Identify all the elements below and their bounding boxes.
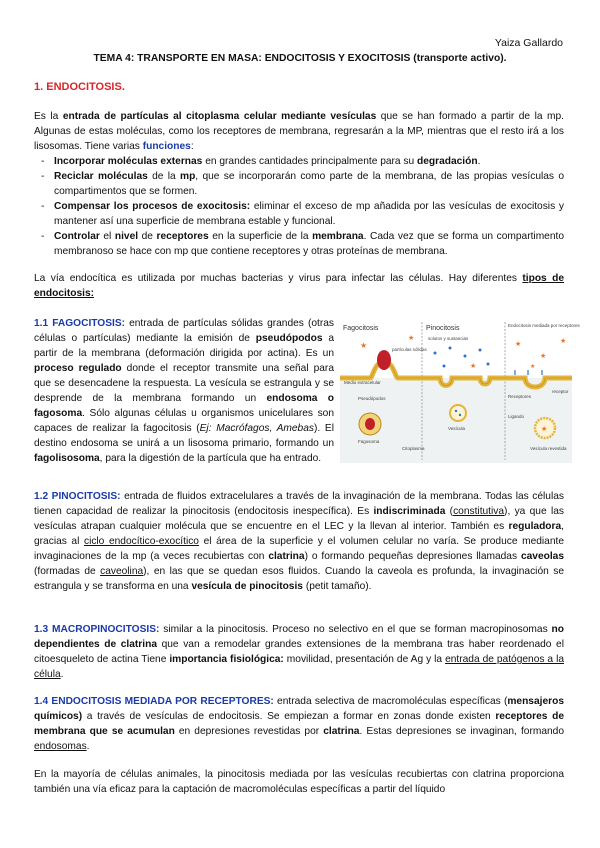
label-citoplasma: Citoplasma — [402, 446, 425, 451]
list-item: - Controlar el nivel de receptores en la superficie de la membrana. Cada vez que se forma un compartimento membranoso se hace con mp que contiene receptores y otras proteínas de membrana. — [34, 229, 564, 259]
solute-dot — [455, 410, 457, 412]
label-fagocitosis: Fagocitosis — [343, 325, 379, 332]
solute-dot — [434, 352, 437, 355]
document-title: TEMA 4: TRANSPORTE EN MASA: ENDOCITOSIS Y EXOCITOSIS (transporte activo). — [93, 53, 507, 64]
star-icon: ★ — [540, 353, 547, 360]
star-icon: ★ — [360, 341, 368, 350]
label-revestida: Vesícula revestida — [530, 446, 567, 451]
mediada-paragraph: 1.4 ENDOCITOSIS MEDIADA POR RECEPTORES: entrada selectiva de macromoléculas específicas (mensajeros químicos) a través de vesículas de endocitosis. Se empiezan a formar en zonas donde existen receptores de membrana que se acumulan en depresiones revestidas por clatrina. Estas depresiones se invaginan, formando endosomas. — [34, 696, 564, 752]
star-icon: ★ — [560, 338, 567, 345]
author-name: Yaiza Gallardo — [494, 37, 563, 49]
label-receptores: Receptores — [508, 394, 532, 399]
solute-dot — [479, 349, 482, 352]
label-mediada: Endocitosis mediada por receptores — [508, 323, 580, 328]
endocytosis-figure — [340, 318, 580, 463]
endocitosis-types-intro: La vía endocítica es utilizada por muchas bacterias y virus para infectar las células. Hay diferentes tipos de endocitosis: — [34, 273, 564, 299]
solute-dot — [459, 414, 461, 416]
endocytosis-diagram — [340, 318, 580, 463]
fagocitosis-heading: 1.1 FAGOCITOSIS: — [34, 318, 126, 329]
solute-dot — [443, 365, 446, 368]
pinocytic-vesicle — [450, 405, 466, 421]
macropinocitosis-heading: 1.3 MACROPINOCITOSIS: — [34, 624, 160, 635]
mediada-heading: 1.4 ENDOCITOSIS MEDIADA POR RECEPTORES: — [34, 696, 274, 707]
macropinocitosis-paragraph: 1.3 MACROPINOCITOSIS: similar a la pinocitosis. Proceso no selectivo en el que se forman macropinosomas no dependientes de clatrina que van a remodelar grandes extensiones de la membrana tras haber reordenado el citoesqueleto de actina Tiene importancia fisiológica: movilidad, presentación de Ag y la entrada de patógenos a la célula. — [34, 624, 564, 680]
label-pinocitosis: Pinocitosis — [426, 325, 460, 332]
fagocitosis-paragraph: 1.1 FAGOCITOSIS: entrada de partículas sólidas grandes (otras células o partículas) mediante la emisión de pseudópodos a partir de la membrana (deformación dirigida por actina). Es un proceso regulado donde el receptor transmite una señal para que se desencadene la respuesta. La vesícula se estrangula y se desprende de la membrana formando un endosoma o fagosoma. Sólo algunas células u organismos unicelulares son capaces de realizar la fagocitosis (Ej: Macrófagos, Amebas). El destino endosoma se unirá a un lisosoma primario, formando un fagolisosoma, para la digestión de la partícula que ha entrado. — [34, 318, 335, 464]
solid-particle — [377, 350, 391, 370]
endocitosis-intro — [34, 109, 564, 259]
star-icon: ★ — [530, 364, 536, 370]
solute-dot — [487, 363, 490, 366]
label-receptor-right: receptor — [552, 389, 569, 394]
list-item: - Incorporar moléculas externas en grandes cantidades principalmente para su degradación. — [34, 154, 564, 169]
pinocitosis-paragraph: 1.2 PINOCITOSIS: entrada de fluidos extracelulares a través de la invaginación de la membrana. Todas las células tienen capacidad de realizar la pinocitosis (endocitosis inespecífica). Es indiscriminada (constitutiva), ya que las vesículas atrapan cualquier molécula que se encuentre en el LEC y la llevan al interior. También es reguladora, gracias al ciclo endocítico-exocítico el área de la superficie y el volumen celular no varía. Se produce mediante invaginaciones de la mp (a veces recubiertas con clatrina) o formando pequeñas depresiones llamadas caveolas (formadas de caveolina), en las que se quedan esos fluidos. Cuando la caveola es profunda, la invaginación se estrangula y se transforma en una vesícula de pinocitosis (petit tamaño). — [34, 491, 565, 592]
label-pseudopodos: Pseudópodos — [358, 396, 386, 401]
intro-paragraph: Es la entrada de partículas al citoplasma celular mediante vesículas que se han formado a partir de la mp. Algunas de estas moléculas, como los receptores de membrana, regresarán a la MP, mientras que el resto irá a los lisosomas. Tiene varias funciones: — [34, 111, 564, 152]
label-particulas-solidas: partículas sólidas — [392, 347, 427, 352]
section-heading-endocitosis: 1. ENDOCITOSIS. — [34, 81, 125, 93]
label-ligando: Ligando — [508, 414, 525, 419]
functions-list — [34, 154, 564, 259]
fagosoma-particle — [365, 418, 375, 430]
label-vesicula: Vesícula — [448, 426, 466, 431]
label-fagosoma: Fagosoma — [358, 439, 380, 444]
star-icon: ★ — [515, 341, 522, 348]
label-solutos: solutos y sustancias — [428, 336, 469, 341]
star-icon: ★ — [408, 335, 415, 342]
list-item: - Reciclar moléculas de la mp, que se incorporarán como parte de la membrana, de las propias vesículas o compartimentos que se formen. — [34, 169, 564, 199]
list-item: - Compensar los procesos de exocitosis: eliminar el exceso de mp añadida por las vesículas de exocitosis y mantener así una superficie de membrana estable y funcional. — [34, 199, 564, 229]
solute-dot — [464, 355, 467, 358]
pinocitosis-heading: 1.2 PINOCITOSIS: — [34, 491, 121, 502]
solute-dot — [449, 347, 452, 350]
star-icon: ★ — [470, 363, 477, 370]
final-paragraph: En la mayoría de células animales, la pinocitosis mediada por las vesículas recubiertas con clatrina proporciona también una vía eficaz para la captación de macromoléculas específicas a partir del líquido — [34, 769, 564, 795]
label-exterior: Medio extracelular — [344, 380, 381, 385]
star-icon: ★ — [541, 426, 548, 433]
